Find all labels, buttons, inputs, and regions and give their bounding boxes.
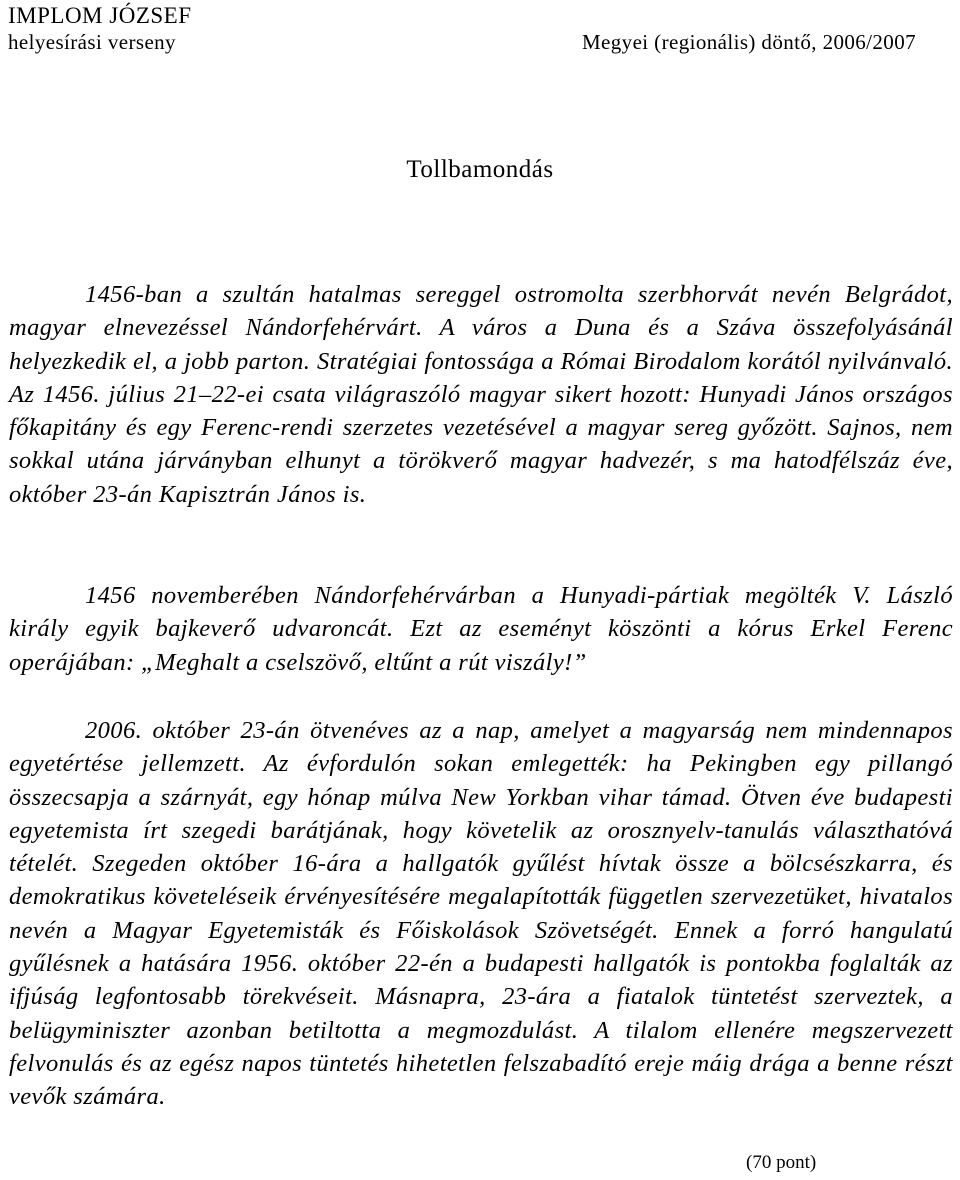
header-subline — [8, 29, 916, 56]
organization-name: IMPLOM JÓZSEF — [8, 3, 192, 28]
document-header — [8, 2, 916, 56]
competition-name: helyesírási verseny — [8, 30, 176, 54]
competition-round: Megyei (regionális) döntő, 2006/2007 — [581, 30, 916, 54]
dictation-paragraph-2: 1456 novemberében Nándorfehérvárban a Hunyadi-pártiak megölték V. László király egyik bajkeverő udvaroncát. Ezt az eseményt köszönti a kórus Erkel Ferenc operájában: „Meghalt a cselszövő, eltűnt a rút viszály!” — [9, 582, 953, 676]
page-title: Tollbamondás — [406, 156, 554, 183]
dictation-paragraph-3: 2006. október 23-án ötvenéves az a nap, amelyet a magyarság nem mindennapos egyetértése jellemzett. Az évfordulón sokan emlegették: ha Pekingben egy pillangó összecsapja a szárnyát, egy hónap múlva New Yorkban vihar támad. Ötven éve budapesti egyetemista írt szegedi barátjának, hogy követelik az orosznyelv-tanulás választhatóvá tételét. Szegeden október 16-ára a hallgatók gyűlést hívtak össze a bölcsészkarra, és demokratikus követeléseik érvényesítésére megalapították független szervezetüket, hivatalos nevén a Magyar Egyetemisták és Főiskolások Szövetségét. Ennek a forró hangulatú gyűlésnek a hatására 1956. október 22-én a budapesti hallgatók is pontokba foglalták az ifjúság legfontosabb törekvéseit. Másnapra, 23-ára a fiatalok tüntetést szerveztek, a belügyminiszter azonban betiltotta a megmozdulást. A tilalom ellenére megszervezett felvonulás és az egész napos tüntetés hihetetlen felszabadító ereje máig drága a benne részt vevők számára. — [9, 717, 953, 1111]
dictation-paragraph-1: 1456-ban a szultán hatalmas sereggel ostromolta szerbhorvát nevén Belgrádot, magyar elnevezéssel Nándorfehérvárt. A város a Duna és a Száva összefolyásánál helyezkedik el, a jobb parton. Stratégiai fontossága a Római Birodalom korától nyilvánvaló. Az 1456. július 21–22-ei csata világraszóló magyar sikert hozott: Hunyadi János országos főkapitány és egy Ferenc-rendi szerzetes vezetésével a magyar sereg győzött. Sajnos, nem sokkal utána járványban elhunyt a törökverő magyar hadvezér, s ma hatodfélszáz éve, október 23-án Kapisztrán János is. — [9, 281, 953, 508]
points-label: (70 pont) — [746, 1152, 817, 1173]
